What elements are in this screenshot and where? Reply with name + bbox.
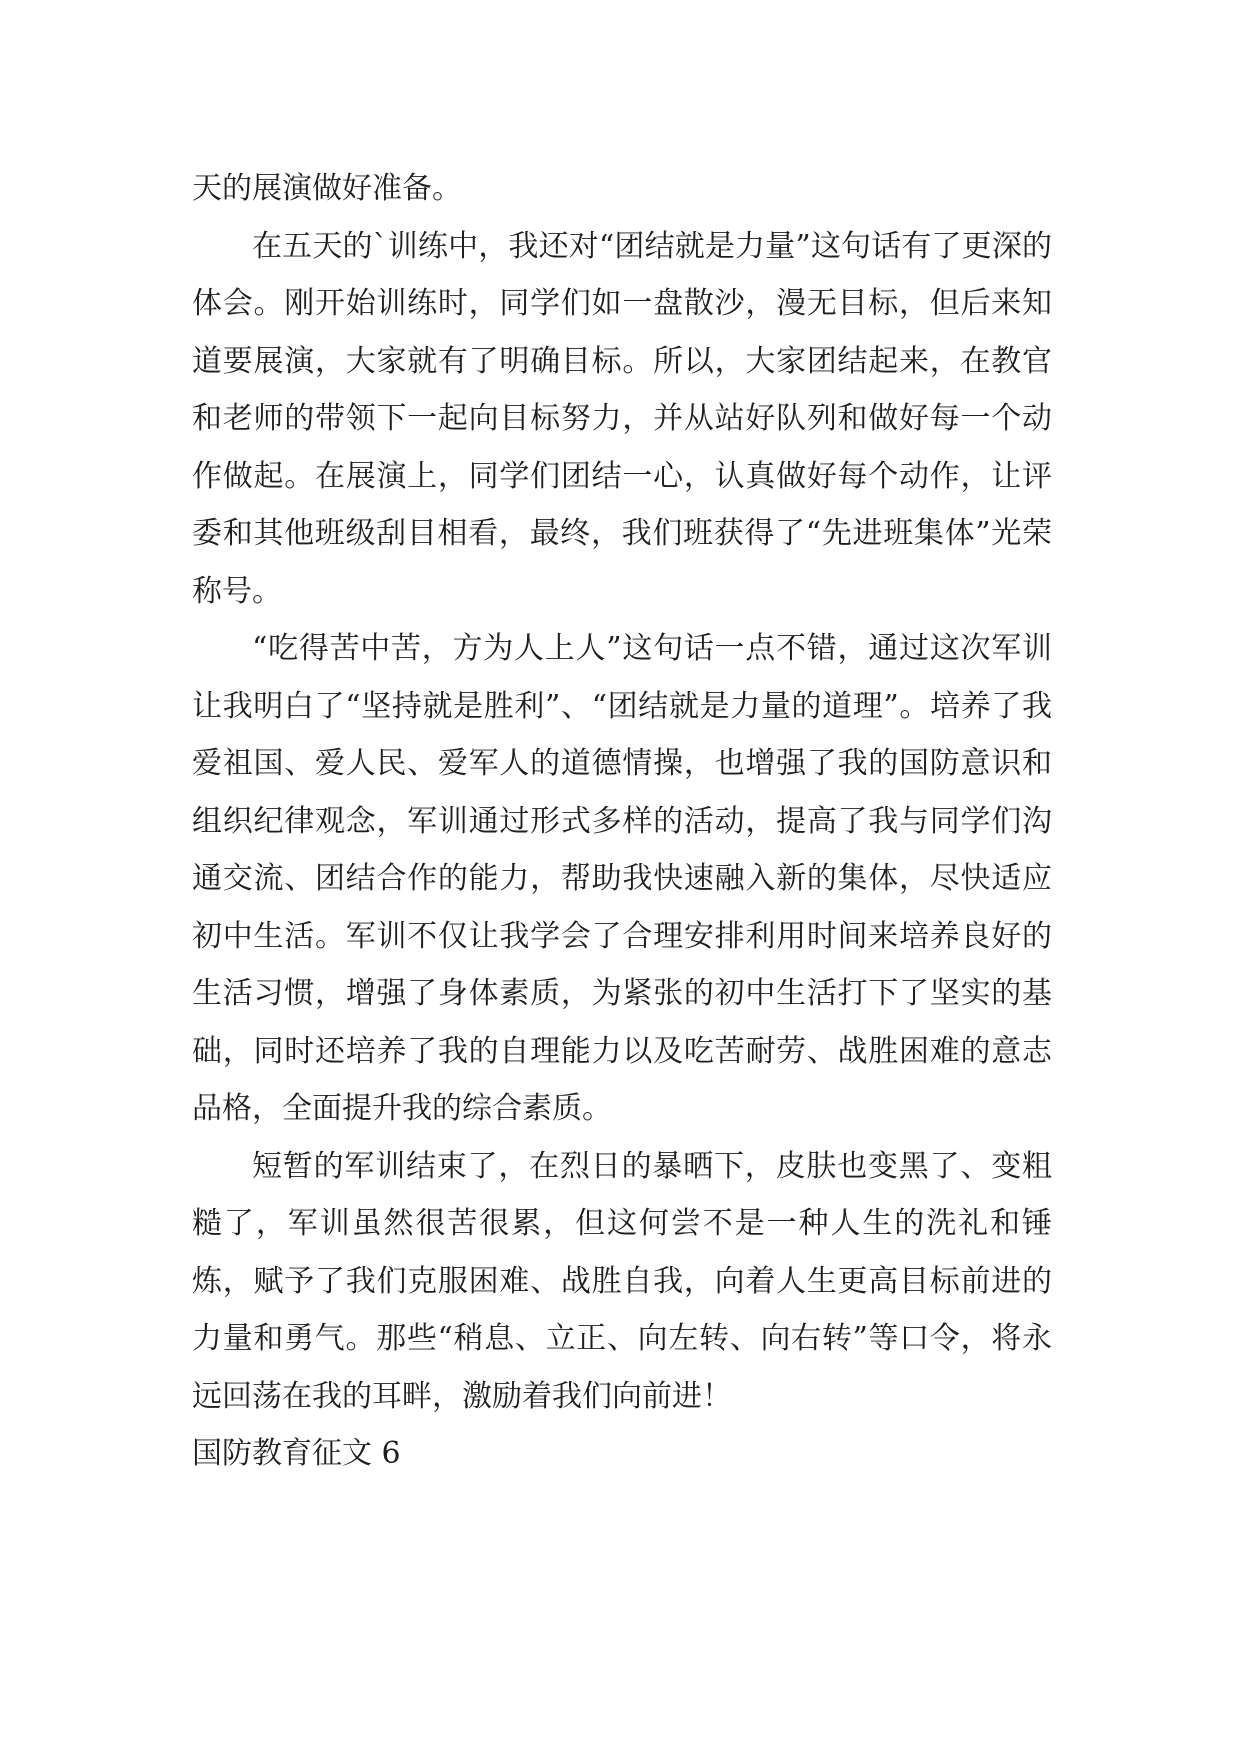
paragraph-4: 短暂的军训结束了，在烈日的暴晒下，皮肤也变黑了、变粗糙了，军训虽然很苦很累，但这何尝不是一种人生的洗礼和锤炼，赋予了我们克服困难、战胜自我，向着人生更高目标前进的力量和勇气。那些“稍息、立正、向左转、向右转”等口令，将永远回荡在我的耳畔，激励着我们向前进！ xyxy=(192,1148,1052,1414)
paragraph-1: 天的展演做好准备。 xyxy=(192,171,462,206)
document-body xyxy=(192,160,1052,1483)
paragraph-3: “吃得苦中苦，方为人上人”这句话一点不错，通过这次军训让我明白了“坚持就是胜利”、“团结就是力量的道理”。培养了我爱祖国、爱人民、爱军人的道德情操，也增强了我的国防意识和组织纪律观念，军训通过形式多样的活动，提高了我与同学们沟通交流、团结合作的能力，帮助我快速融入新的集体，尽快适应初中生活。军训不仅让我学会了合理安排利用时间来培养良好的生活习惯，增强了身体素质，为紧张的初中生活打下了坚实的基础，同时还培养了我的自理能力以及吃苦耐劳、战胜困难的意志品格，全面提升我的综合素质。 xyxy=(192,631,1052,1126)
paragraph-2: 在五天的`训练中，我还对“团结就是力量”这句话有了更深的体会。刚开始训练时，同学们如一盘散沙，漫无目标，但后来知道要展演，大家就有了明确目标。所以，大家团结起来，在教官和老师的带领下一起向目标努力，并从站好队列和做好每一个动作做起。在展演上，同学们团结一心，认真做好每个动作，让评委和其他班级刮目相看，最终，我们班获得了“先进班集体”光荣称号。 xyxy=(192,228,1052,609)
section-heading: 国防教育征文 6 xyxy=(192,1436,401,1471)
